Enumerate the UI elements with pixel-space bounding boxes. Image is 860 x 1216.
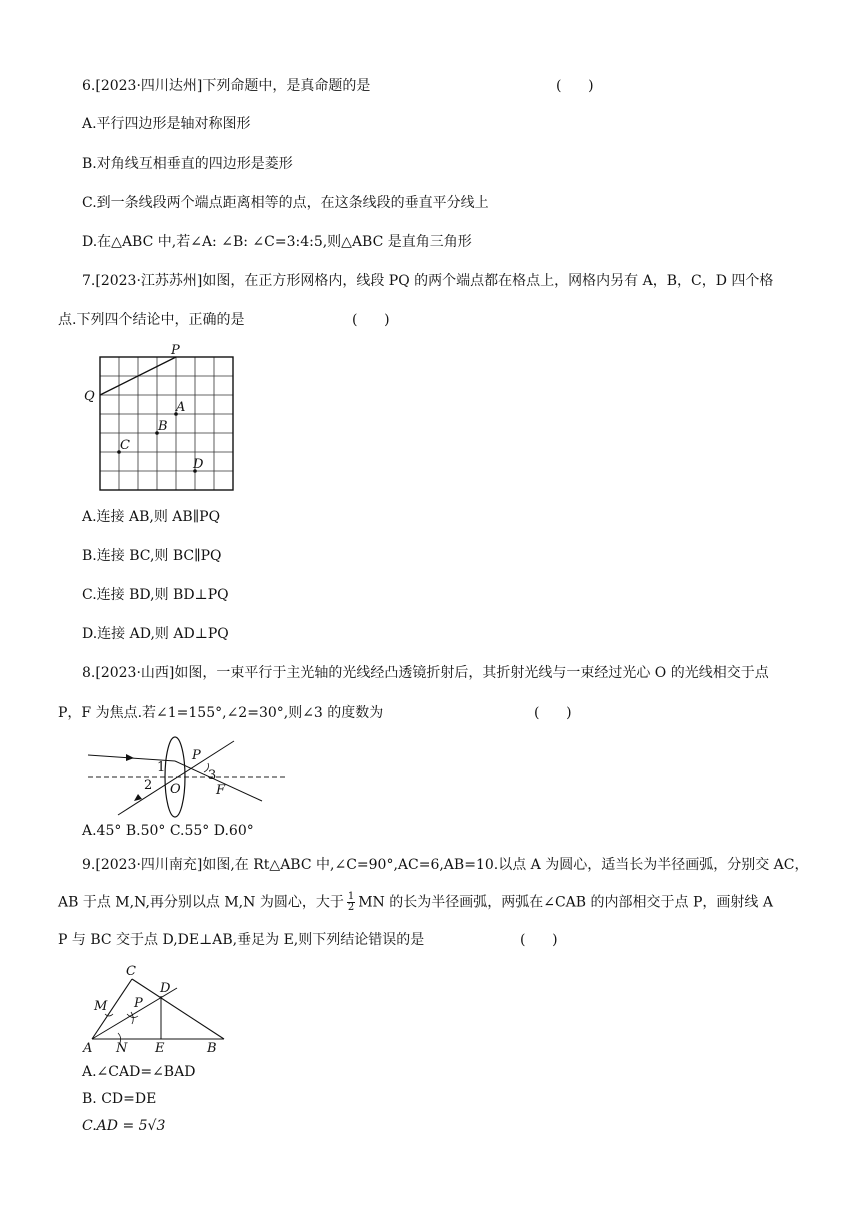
q7-option-c: C.连接 BD,则 BD⊥PQ xyxy=(82,587,229,603)
q8-stem-line2: P，F 为焦点.若∠1=155°,∠2=30°,则∠3 的度数为 xyxy=(58,705,384,721)
q9-stem-line3: P 与 BC 交于点 D,DE⊥AB,垂足为 E,则下列结论错误的是 xyxy=(58,932,425,948)
side-cb xyxy=(132,979,224,1039)
q7-option-b: B.连接 BC,则 BC∥PQ xyxy=(82,548,222,564)
q6-option-b: B.对角线互相垂直的四边形是菱形 xyxy=(82,156,293,172)
label-p: P xyxy=(134,996,143,1011)
label-p: P xyxy=(171,343,180,358)
label-p: P xyxy=(192,748,201,763)
q8-options: A.45° B.50° C.55° D.60° xyxy=(82,823,254,839)
q6-answer-paren: ( ) xyxy=(556,78,594,94)
q9-stem-line2 xyxy=(58,892,773,913)
q7-option-a: A.连接 AB,则 AB∥PQ xyxy=(82,509,221,525)
q9-option-a: A.∠CAD=∠BAD xyxy=(82,1064,196,1080)
label-1: 1 xyxy=(157,760,166,775)
label-a: A xyxy=(83,1041,93,1056)
optical-center-ray xyxy=(118,741,234,815)
q6-stem: 6.[2023·四川达州]下列命题中，是真命题的是 xyxy=(82,78,371,94)
q6-option-d: D.在△ABC 中,若∠A: ∠B: ∠C=3:4:5,则△ABC 是直角三角形 xyxy=(82,234,472,250)
q8-answer-paren: ( ) xyxy=(534,705,572,721)
label-3: 3 xyxy=(208,768,217,783)
q9-stem-line2-a: AB 于点 M,N,再分别以点 M,N 为圆心，大于 xyxy=(58,894,344,911)
label-e: E xyxy=(155,1041,165,1056)
label-a: A xyxy=(176,400,186,415)
q9-option-c: C.AD = 5√3 xyxy=(82,1118,166,1134)
q9-triangle-figure xyxy=(80,962,240,1057)
label-m: M xyxy=(94,999,108,1014)
label-n: N xyxy=(116,1041,128,1056)
label-c: C xyxy=(126,964,136,979)
q9-stem-line2-b: MN 的长为半径画弧，两弧在∠CAB 的内部相交于点 P，画射线 A xyxy=(358,894,773,911)
label-2: 2 xyxy=(144,778,153,793)
arc-p2 xyxy=(131,1012,133,1024)
label-b: B xyxy=(207,1041,217,1056)
label-d: D xyxy=(160,981,171,996)
fraction-one-half xyxy=(347,892,355,913)
q9-answer-paren: ( ) xyxy=(520,932,558,948)
q6-option-c: C.到一条线段两个端点距离相等的点，在这条线段的垂直平分线上 xyxy=(82,195,489,211)
q7-answer-paren: ( ) xyxy=(352,312,390,328)
q7-option-d: D.连接 AD,则 AD⊥PQ xyxy=(82,626,229,642)
label-o: O xyxy=(170,782,181,797)
label-d: D xyxy=(193,457,204,472)
label-f: F xyxy=(216,783,226,798)
q9-stem-line1: 9.[2023·四川南充]如图,在 Rt△ABC 中,∠C=90°,AC=6,AB=10.以点 A 为圆心，适当长为半径画弧，分别交 AC， xyxy=(82,857,809,873)
q9-option-b: B. CD=DE xyxy=(82,1091,157,1107)
label-q: Q xyxy=(84,389,95,404)
q6-option-a: A.平行四边形是轴对称图形 xyxy=(82,116,251,132)
ray-arrow-top xyxy=(126,754,134,761)
fraction-denominator: 2 xyxy=(347,902,355,913)
q7-stem-line1: 7.[2023·江苏苏州]如图，在正方形网格内，线段 PQ 的两个端点都在格点上，网格内另有 A，B，C，D 四个格 xyxy=(82,273,774,289)
label-c: C xyxy=(120,438,130,453)
q8-stem-line1: 8.[2023·山西]如图，一束平行于主光轴的光线经凸透镜折射后，其折射光线与一束经过光心 O 的光线相交于点 xyxy=(82,665,769,681)
q7-stem-line2: 点.下列四个结论中，正确的是 xyxy=(58,312,245,328)
q8-lens-figure xyxy=(82,735,292,820)
q7-grid-figure xyxy=(80,340,250,500)
label-b: B xyxy=(158,419,168,434)
fraction-numerator: 1 xyxy=(347,891,355,902)
